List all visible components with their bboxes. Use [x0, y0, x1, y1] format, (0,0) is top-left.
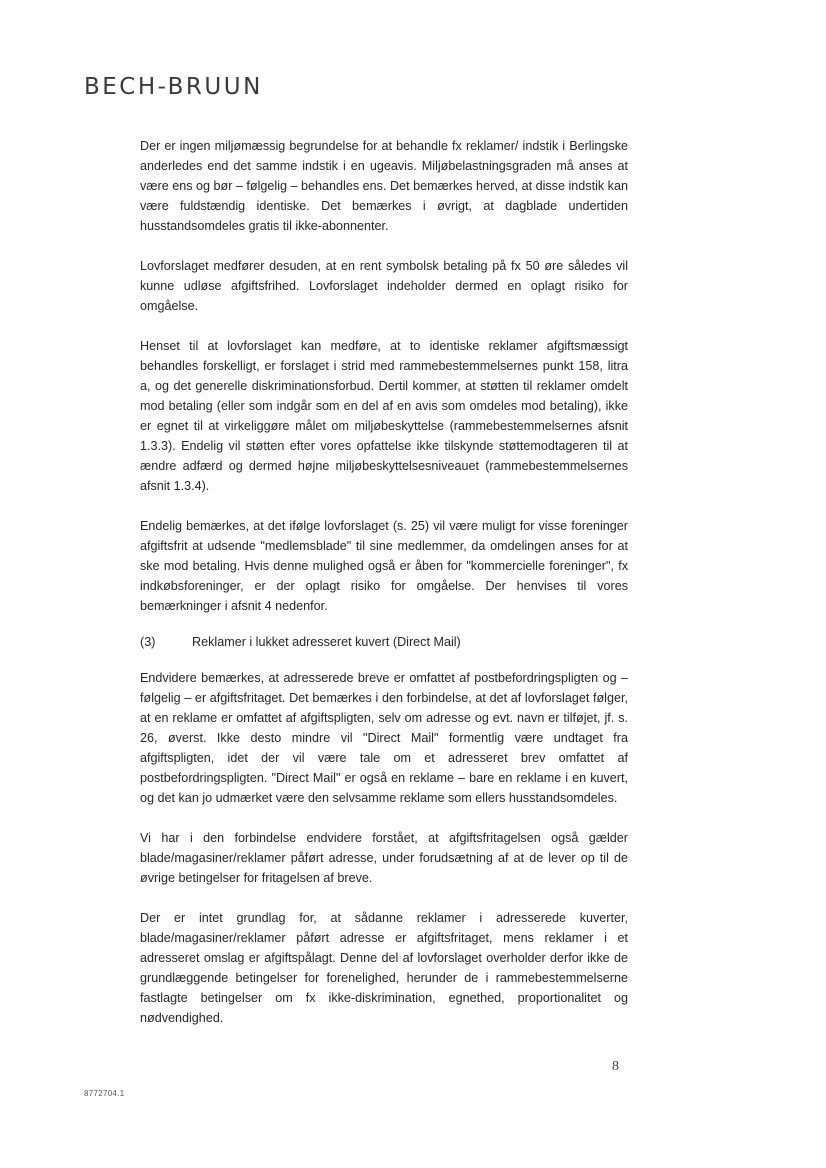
paragraph-6: Vi har i den forbindelse endvidere forstået, at afgiftsfritagelsen også gælder blade/magasiner/reklamer påført adresse, under forudsætning af at de lever op til de øvrige betingelser for fritagelsen af breve.	[140, 831, 628, 885]
section-heading	[140, 632, 628, 652]
paragraph-2: Lovforslaget medfører desuden, at en rent symbolsk betaling på fx 50 øre således vil kunne udløse afgiftsfrihed. Lovforslaget indeholder dermed en oplagt risiko for omgåelse.	[140, 259, 628, 313]
paragraph-5: Endvidere bemærkes, at adresserede breve er omfattet af postbefordringspligten og – følgelig – er afgiftsfritaget. Det bemærkes i den forbindelse, at det af lovforslaget følger, at en reklame er omfattet af afgiftspligten, selv om adresse og evt. navn er tilføjet, jf. s. 26, øverst. Ikke desto mindre vil "Direct Mail" formentlig være undtaget fra afgiftspligten, idet der vil være tale om et adresseret brev omfattet af postbefordringspligten. "Direct Mail" er også en reklame – bare en reklame i en kuvert, og det kan jo udmærket være den selvsamme reklame som ellers husstandsomdeles.	[140, 671, 628, 805]
section-title: Reklamer i lukket adresseret kuvert (Direct Mail)	[192, 635, 461, 649]
paragraph-3: Henset til at lovforslaget kan medføre, at to identiske reklamer afgiftsmæssigt behandles forskelligt, er forslaget i strid med rammebestemmelsernes punkt 158, litra a, og det generelle diskriminationsforbud. Dertil kommer, at støtten til reklamer omdelt mod betaling (eller som indgår som en del af en avis som omdeles mod betaling), ikke er egnet til at virkeliggøre målet om miljøbeskyttelse (rammebestemmelsernes afsnit 1.3.3). Endelig vil støtten efter vores opfattelse ikke tilskynde støttemodtageren til at ændre adfærd og dermed højne miljøbeskyttelsesniveauet (rammebestemmelsernes afsnit 1.3.4).	[140, 339, 628, 493]
paragraph-7: Der er intet grundlag for, at sådanne reklamer i adresserede kuverter, blade/magasiner/reklamer påført adresse er afgiftsfritaget, mens reklamer i et adresseret omslag er afgiftspålagt. Denne del af lovforslaget overholder derfor ikke de grundlæggende betingelser for forenelighed, herunder de i rammebestemmelserne fastlagte betingelser om fx ikke-diskrimination, egnethed, proportionalitet og nødvendighed.	[140, 911, 628, 1025]
paragraph-4: Endelig bemærkes, at det ifølge lovforslaget (s. 25) vil være muligt for visse foreninger afgiftsfrit at udsende "medlemsblade" til sine medlemmer, da omdelingen anses for at ske mod betaling. Hvis denne mulighed også er åben for "kommercielle foreninger", fx indkøbsforeninger, er der oplagt risiko for omgåelse. Der henvises til vores bemærkninger i afsnit 4 nedenfor.	[140, 519, 628, 613]
section-number: (3)	[140, 635, 156, 649]
document-body	[140, 136, 628, 1028]
company-logo: BECH-BRUUN	[84, 74, 263, 100]
page-number: 8	[612, 1059, 619, 1074]
document-id: 8772704.1	[84, 1089, 125, 1098]
paragraph-1: Der er ingen miljømæssig begrundelse for at behandle fx reklamer/ indstik i Berlingske anderledes end det samme indstik i en ugeavis. Miljøbelastningsgraden må anses at være ens og bør – følgelig – behandles ens. Det bemærkes herved, at disse indstik kan være fuldstændig identiske. Det bemærkes i øvrigt, at dagblade undertiden husstandsomdeles gratis til ikke-abonnenter.	[140, 139, 628, 233]
